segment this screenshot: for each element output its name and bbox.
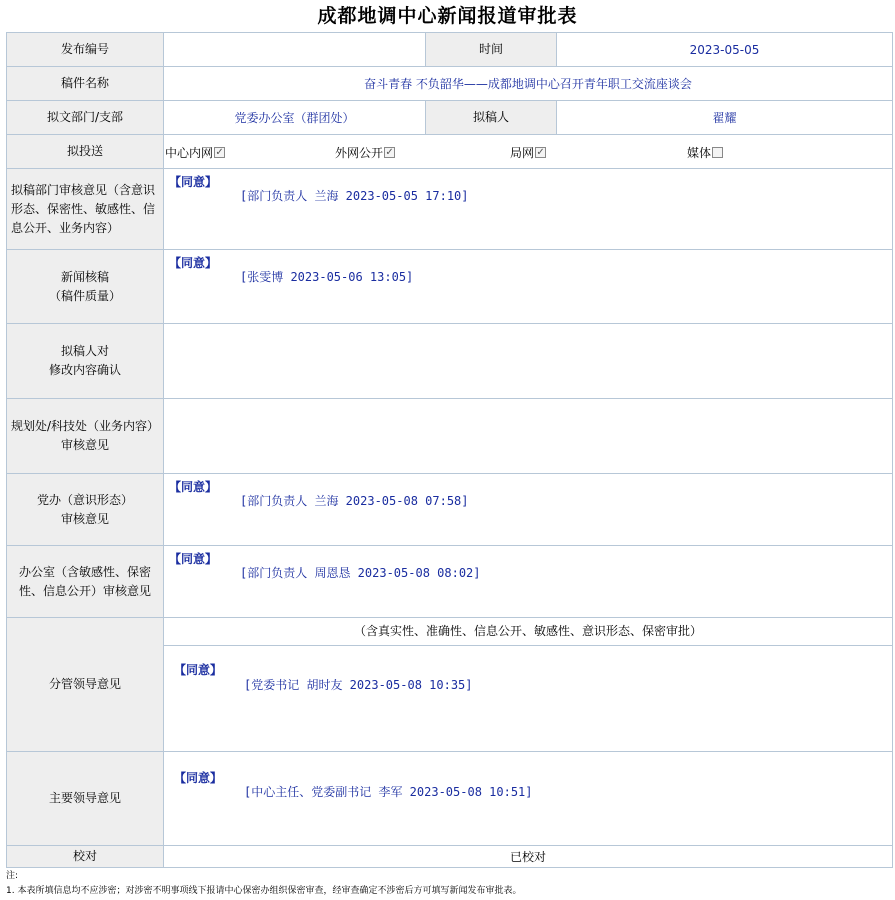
send-option-bureau-web[interactable] (510, 144, 546, 161)
drafter-label: 拟稿人 (426, 101, 557, 135)
checkbox-icon[interactable] (712, 147, 723, 158)
row-publish-no (7, 33, 893, 67)
manuscript-title-link[interactable]: 奋斗青春 不负韶华——成都地调中心召开青年职工交流座谈会 (164, 67, 893, 101)
row-leader-in-charge (7, 618, 893, 752)
opinion-agree: 【同意】 (169, 256, 218, 270)
drafter-value: 翟耀 (557, 101, 893, 135)
label-line: （稿件质量） (48, 288, 121, 303)
approval-form (6, 32, 893, 868)
time-label: 时间 (426, 33, 557, 67)
label-line: 规划处/科技处（业务内容） (10, 419, 160, 433)
planning-review-value (164, 399, 893, 474)
news-review-opinion (164, 250, 893, 324)
checkbox-icon[interactable]: ✓ (215, 147, 224, 158)
news-review-label (7, 250, 164, 324)
proofread-value: 已校对 (164, 846, 893, 868)
main-leader-label: 主要领导意见 (7, 752, 164, 846)
row-proofread (7, 846, 893, 868)
send-option-label: 外网公开 (335, 146, 384, 160)
send-option-label: 媒体 (687, 146, 712, 160)
opinion-signature: [部门负责人 周恩恳 2023-05-08 08:02] (240, 566, 481, 580)
review-scope-note: （含真实性、准确性、信息公开、敏感性、意识形态、保密审批） (164, 618, 892, 646)
opinion-signature: [中心主任、党委副书记 李军 2023-05-08 10:51] (244, 785, 533, 799)
office-review-opinion (164, 546, 893, 618)
label-line: 审核意见 (60, 511, 109, 526)
time-value: 2023-05-05 (557, 33, 893, 67)
department-label: 拟文部门/支部 (7, 101, 164, 135)
row-send-channels (7, 135, 893, 169)
send-option-public-web[interactable] (335, 144, 395, 161)
row-party-office-review (7, 474, 893, 546)
opinion-agree: 【同意】 (174, 771, 223, 785)
checkbox-icon[interactable]: ✓ (385, 147, 394, 158)
department-value: 党委办公室（群团处） (164, 101, 426, 135)
opinion-agree: 【同意】 (169, 480, 218, 494)
label-line: 新闻核稿 (60, 269, 109, 284)
opinion-agree: 【同意】 (169, 175, 218, 189)
drafter-confirm-value (164, 324, 893, 399)
opinion-signature: [张雯博 2023-05-06 13:05] (240, 270, 414, 284)
label-line: 拟稿人对 (60, 344, 109, 358)
notes-line: 1. 本表所填信息均不应涉密；对涉密不明事项线下报请中心保密办组织保密审查，经审查确定不涉密后方可填写新闻发布审批表。 (6, 886, 522, 896)
row-drafter-confirm (7, 324, 893, 399)
row-planning-review (7, 399, 893, 474)
leader-in-charge-label: 分管领导意见 (7, 618, 164, 752)
send-option-media[interactable] (687, 144, 723, 161)
leader-in-charge-opinion (164, 618, 893, 752)
send-label: 拟投送 (7, 135, 164, 169)
dept-review-label: 拟稿部门审核意见（含意识形态、保密性、敏感性、信息公开、业务内容） (7, 169, 164, 250)
send-option-intranet[interactable] (165, 144, 225, 161)
party-office-label (7, 474, 164, 546)
checkbox-icon[interactable]: ✓ (536, 147, 545, 158)
publish-no-label: 发布编号 (7, 33, 164, 67)
opinion-signature: [部门负责人 兰海 2023-05-05 17:10] (240, 189, 469, 203)
opinion-signature: [部门负责人 兰海 2023-05-08 07:58] (240, 494, 469, 508)
send-option-label: 局网 (510, 146, 535, 160)
label-line: 审核意见 (60, 438, 109, 452)
label-line: 修改内容确认 (48, 363, 121, 377)
party-office-opinion (164, 474, 893, 546)
office-review-label: 办公室（含敏感性、保密性、信息公开）审核意见 (7, 546, 164, 618)
row-dept-review (7, 169, 893, 250)
notes-heading: 注: (6, 871, 19, 881)
send-channels (164, 135, 893, 169)
row-main-leader (7, 752, 893, 846)
send-option-label: 中心内网 (165, 146, 214, 160)
drafter-confirm-label (7, 324, 164, 399)
planning-review-label (7, 399, 164, 474)
row-department (7, 101, 893, 135)
row-news-review (7, 250, 893, 324)
dept-review-opinion (164, 169, 893, 250)
row-manuscript (7, 67, 893, 101)
label-line: 党办（意识形态） (36, 492, 133, 507)
opinion-signature: [党委书记 胡时友 2023-05-08 10:35] (244, 678, 473, 692)
row-office-review (7, 546, 893, 618)
publish-no-value (164, 33, 426, 67)
form-title: 成都地调中心新闻报道审批表 (317, 5, 578, 27)
opinion-agree: 【同意】 (169, 552, 218, 566)
manuscript-label: 稿件名称 (7, 67, 164, 101)
opinion-agree: 【同意】 (174, 663, 223, 677)
proofread-label: 校对 (7, 846, 164, 868)
main-leader-opinion (164, 752, 893, 846)
